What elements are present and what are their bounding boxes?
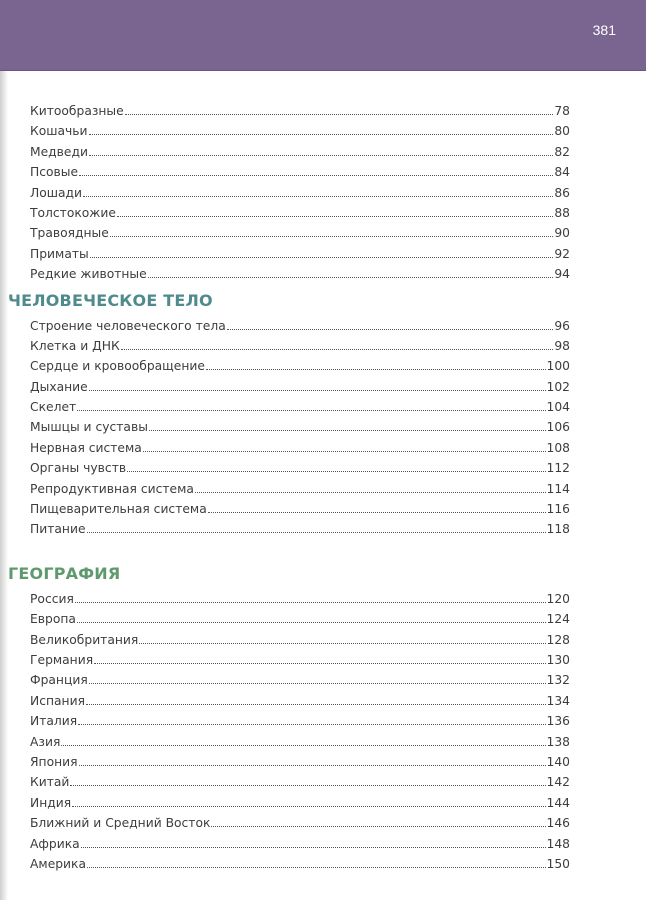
toc-entry-title: Питание	[30, 522, 86, 537]
toc-entry-page: 90	[554, 226, 570, 241]
toc-entry-title: Великобритания	[30, 632, 139, 647]
toc-entry-page: 120	[546, 591, 570, 606]
toc-entry[interactable]	[30, 203, 570, 223]
toc-entry-title: Германия	[30, 652, 94, 667]
toc-entry-page: 80	[554, 124, 570, 139]
toc-entry[interactable]	[30, 793, 570, 813]
dot-leader	[195, 491, 546, 493]
dot-leader	[89, 133, 554, 135]
page-number: 381	[592, 22, 616, 38]
toc-entry[interactable]	[30, 479, 570, 499]
table-of-contents	[0, 101, 646, 874]
dot-leader	[70, 784, 545, 786]
toc-entry-title: Сердце и кровообращение	[30, 359, 205, 374]
toc-entry-page: 78	[554, 104, 570, 118]
toc-entry-page: 138	[546, 734, 570, 749]
continued-entries-list	[30, 101, 570, 285]
toc-entry-page: 106	[546, 420, 570, 435]
dot-leader	[87, 531, 546, 533]
toc-entry-page: 148	[546, 836, 570, 851]
toc-entry[interactable]	[30, 691, 570, 711]
toc-entry-title: Россия	[30, 591, 74, 606]
section-heading-human-body: ЧЕЛОВЕЧЕСКОЕ ТЕЛО	[8, 290, 213, 310]
toc-entry-page: 114	[546, 481, 570, 496]
toc-entry-title: Лошади	[30, 185, 83, 200]
toc-entry-title: Органы чувств	[30, 461, 127, 476]
toc-entry[interactable]	[30, 121, 570, 141]
toc-entry-page: 96	[554, 318, 570, 333]
toc-entry-title: Япония	[30, 754, 78, 769]
toc-entry-page: 82	[554, 144, 570, 159]
toc-entry[interactable]	[30, 397, 570, 417]
toc-entry[interactable]	[30, 438, 570, 458]
dot-leader	[79, 764, 546, 766]
toc-entry-title: Медведи	[30, 144, 88, 159]
dot-leader	[89, 389, 546, 391]
dot-leader	[139, 642, 545, 644]
toc-entry-page: 102	[546, 379, 570, 394]
toc-entry-page: 132	[546, 673, 570, 688]
toc-entry-page: 100	[546, 359, 570, 374]
toc-entry-title: Кошачьи	[30, 124, 88, 139]
dot-leader	[61, 744, 545, 746]
toc-entry[interactable]	[30, 101, 570, 121]
toc-entry-page: 112	[546, 461, 570, 476]
toc-entry-title: Мышцы и суставы	[30, 420, 148, 435]
toc-entry[interactable]	[30, 752, 570, 772]
toc-entry[interactable]	[30, 162, 570, 182]
human-body-entries-list	[30, 316, 570, 540]
toc-entry[interactable]	[30, 732, 570, 752]
dot-leader	[121, 348, 554, 350]
toc-entry[interactable]	[30, 142, 570, 162]
toc-entry-page: 130	[546, 652, 570, 667]
dot-leader	[83, 195, 553, 197]
toc-entry-title: Европа	[30, 612, 76, 627]
dot-leader	[87, 866, 546, 868]
toc-entry-page: 124	[546, 612, 570, 627]
toc-entry[interactable]	[30, 499, 570, 519]
toc-entry[interactable]	[30, 854, 570, 874]
toc-entry[interactable]	[30, 589, 570, 609]
toc-entry-title: Африка	[30, 836, 80, 851]
toc-entry[interactable]	[30, 316, 570, 336]
toc-entry-page: 140	[546, 754, 570, 769]
toc-entry-page: 134	[546, 693, 570, 708]
toc-entry-title: Приматы	[30, 246, 89, 261]
dot-leader	[127, 470, 545, 472]
toc-entry-title: Пищеварительная система	[30, 502, 207, 517]
toc-entry-title: Нервная система	[30, 440, 142, 455]
toc-entry[interactable]	[30, 223, 570, 243]
toc-entry[interactable]	[30, 650, 570, 670]
toc-entry-title: Строение человеческого тела	[30, 318, 226, 333]
dot-leader	[227, 328, 554, 330]
dot-leader	[86, 703, 546, 705]
toc-entry[interactable]	[30, 519, 570, 539]
toc-entry-title: Редкие животные	[30, 267, 147, 282]
toc-entry-page: 104	[546, 400, 570, 415]
toc-entry-page: 86	[554, 185, 570, 200]
toc-entry-title: Америка	[30, 856, 87, 871]
toc-entry[interactable]	[30, 458, 570, 478]
toc-entry[interactable]	[30, 630, 570, 650]
dot-leader	[110, 235, 554, 237]
dot-leader	[79, 174, 553, 176]
dot-leader	[117, 215, 553, 217]
toc-entry-page: 142	[546, 775, 570, 790]
toc-entry-title: Толстокожие	[30, 205, 116, 220]
dot-leader	[75, 601, 546, 603]
toc-entry[interactable]	[30, 772, 570, 792]
toc-entry-page: 136	[546, 714, 570, 729]
dot-leader	[81, 846, 546, 848]
dot-leader	[72, 805, 545, 807]
geography-entries-list	[30, 589, 570, 874]
dot-leader	[77, 409, 545, 411]
toc-entry-title: Псовые	[30, 165, 79, 180]
toc-entry-title: Италия	[30, 714, 78, 729]
dot-leader	[148, 276, 554, 278]
toc-entry-page: 116	[546, 502, 570, 517]
toc-entry-page: 150	[546, 856, 570, 871]
toc-entry-title: Китай	[30, 775, 70, 790]
toc-entry-title: Франция	[30, 673, 88, 688]
toc-entry[interactable]	[30, 609, 570, 629]
dot-leader	[125, 113, 554, 115]
toc-entry[interactable]	[30, 183, 570, 203]
toc-entry[interactable]	[30, 356, 570, 376]
dot-leader	[94, 662, 545, 664]
dot-leader	[149, 429, 546, 431]
toc-entry-page: 92	[554, 246, 570, 261]
toc-entry[interactable]	[30, 264, 570, 284]
toc-entry-title: Китообразные	[30, 104, 124, 118]
toc-entry[interactable]	[30, 711, 570, 731]
toc-entry[interactable]	[30, 377, 570, 397]
toc-entry-title: Испания	[30, 693, 85, 708]
dot-leader	[208, 511, 546, 513]
toc-entry-page: 88	[554, 205, 570, 220]
dot-leader	[206, 368, 546, 370]
toc-entry-page: 146	[546, 816, 570, 831]
dot-leader	[89, 154, 553, 156]
section-heading-geography: ГЕОГРАФИЯ	[8, 563, 121, 583]
dot-leader	[90, 256, 554, 258]
dot-leader	[143, 450, 546, 452]
toc-entry[interactable]	[30, 417, 570, 437]
toc-entry-title: Дыхание	[30, 379, 88, 394]
toc-entry-page: 128	[546, 632, 570, 647]
toc-entry-title: Травоядные	[30, 226, 109, 241]
toc-entry[interactable]	[30, 670, 570, 690]
dot-leader	[211, 825, 545, 827]
dot-leader	[89, 682, 546, 684]
toc-entry-page: 98	[554, 338, 570, 353]
toc-entry[interactable]	[30, 834, 570, 854]
toc-entry-page: 144	[546, 795, 570, 810]
dot-leader	[78, 723, 545, 725]
toc-entry-page: 118	[546, 522, 570, 537]
toc-entry[interactable]	[30, 244, 570, 264]
toc-entry[interactable]	[30, 336, 570, 356]
toc-entry-page: 108	[546, 440, 570, 455]
toc-entry-title: Азия	[30, 734, 61, 749]
toc-entry-title: Репродуктивная система	[30, 481, 194, 496]
toc-entry-title: Скелет	[30, 400, 77, 415]
toc-entry-page: 94	[554, 267, 570, 282]
toc-entry-page: 84	[554, 165, 570, 180]
toc-entry[interactable]	[30, 813, 570, 833]
page-header-band	[0, 0, 646, 71]
toc-entry-title: Ближний и Средний Восток	[30, 816, 211, 831]
toc-entry-title: Клетка и ДНК	[30, 338, 120, 353]
toc-entry-title: Индия	[30, 795, 72, 810]
dot-leader	[77, 621, 546, 623]
